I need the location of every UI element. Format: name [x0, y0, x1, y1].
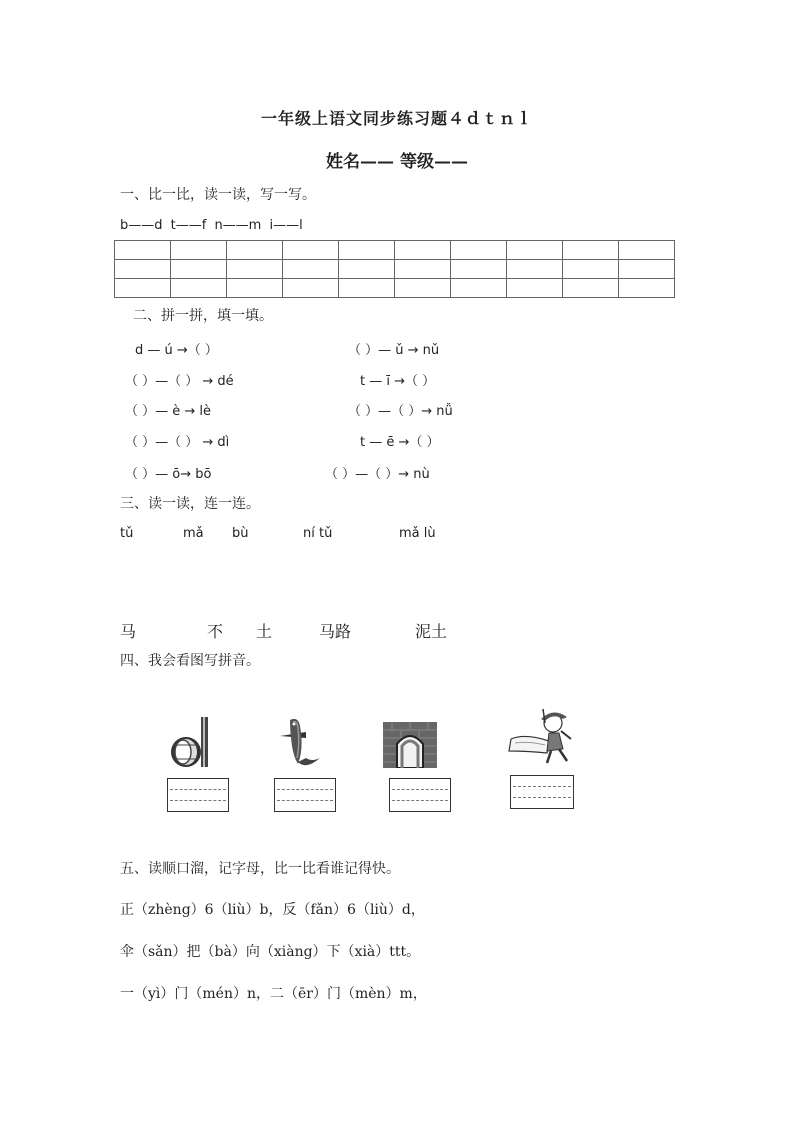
grid-row [115, 241, 675, 260]
pinyin-answer-box[interactable] [389, 778, 451, 812]
pinyin-answer-box[interactable] [167, 778, 229, 812]
hanzi-tu[interactable]: 土 [256, 622, 273, 641]
grid-row [115, 260, 675, 279]
pinyin-ma-lu[interactable]: mǎ lù [399, 526, 436, 541]
exercise-right-2[interactable]: t — ī →（ ） [360, 374, 436, 389]
pinyin-ni-tu[interactable]: ní tǔ [303, 526, 333, 541]
exercise-left-2[interactable]: （ ）—（ ） → dé [125, 374, 234, 389]
hanzi-bu[interactable]: 不 [207, 622, 224, 641]
exercise-right-1[interactable]: （ ）— ǔ → nǔ [348, 343, 440, 358]
section5-heading: 五、读顺口溜，记字母，比一比看谁记得快。 [120, 861, 400, 877]
section4-heading: 四、我会看图写拼音。 [120, 653, 260, 669]
pinyin-answer-box[interactable] [510, 775, 574, 809]
section1-heading: 一、比一比，读一读，写一写。 [120, 187, 316, 203]
exercise-right-3[interactable]: （ ）—（ ）→ nǚ [348, 404, 453, 419]
hanzi-ma[interactable]: 马 [120, 622, 137, 641]
exercise-left-5[interactable]: （ ）— ō→ bō [125, 467, 212, 482]
name-grade-line: 姓名—— 等级—— [326, 152, 468, 172]
rhyme-line-2: 伞（sǎn）把（bà）向（xiàng）下（xià）ttt。 [120, 944, 421, 960]
rhyme-line-3: 一（yì）门（mén）n，二（ēr）门（mèn）m， [120, 986, 427, 1002]
exercise-right-4[interactable]: t — ē →（ ） [360, 435, 440, 450]
hanzi-malu[interactable]: 马路 [319, 622, 352, 641]
exercise-left-4[interactable]: （ ）—（ ） → dì [125, 435, 230, 450]
writing-grid[interactable] [114, 240, 675, 298]
drum-icon [166, 715, 216, 769]
section2-heading: 二、拼一拼，填一填。 [133, 308, 273, 324]
gate-icon [383, 722, 437, 768]
fish-icon [276, 712, 324, 772]
pinyin-tu[interactable]: tǔ [120, 526, 134, 541]
exercise-left-3[interactable]: （ ）— è → lè [125, 404, 212, 419]
exercise-left-1[interactable]: d — ú →（ ） [135, 343, 218, 358]
rhyme-line-1: 正（zhèng）6（liù）b，反（fǎn）6（liù）d， [120, 902, 425, 918]
child-with-cloth-icon [505, 705, 579, 765]
letter-pairs: b——d t——f n——m i——l [120, 218, 303, 233]
hanzi-nitu[interactable]: 泥土 [415, 622, 448, 641]
pinyin-bu[interactable]: bù [232, 526, 249, 541]
exercise-right-5[interactable]: （ ）—（ ）→ nù [325, 467, 430, 482]
grid-row [115, 279, 675, 298]
pinyin-answer-box[interactable] [274, 778, 336, 812]
section3-heading: 三、读一读，连一连。 [120, 496, 260, 512]
pinyin-ma[interactable]: mǎ [183, 526, 204, 541]
page-title: 一年级上语文同步练习题４ｄｔｎｌ [260, 109, 533, 128]
